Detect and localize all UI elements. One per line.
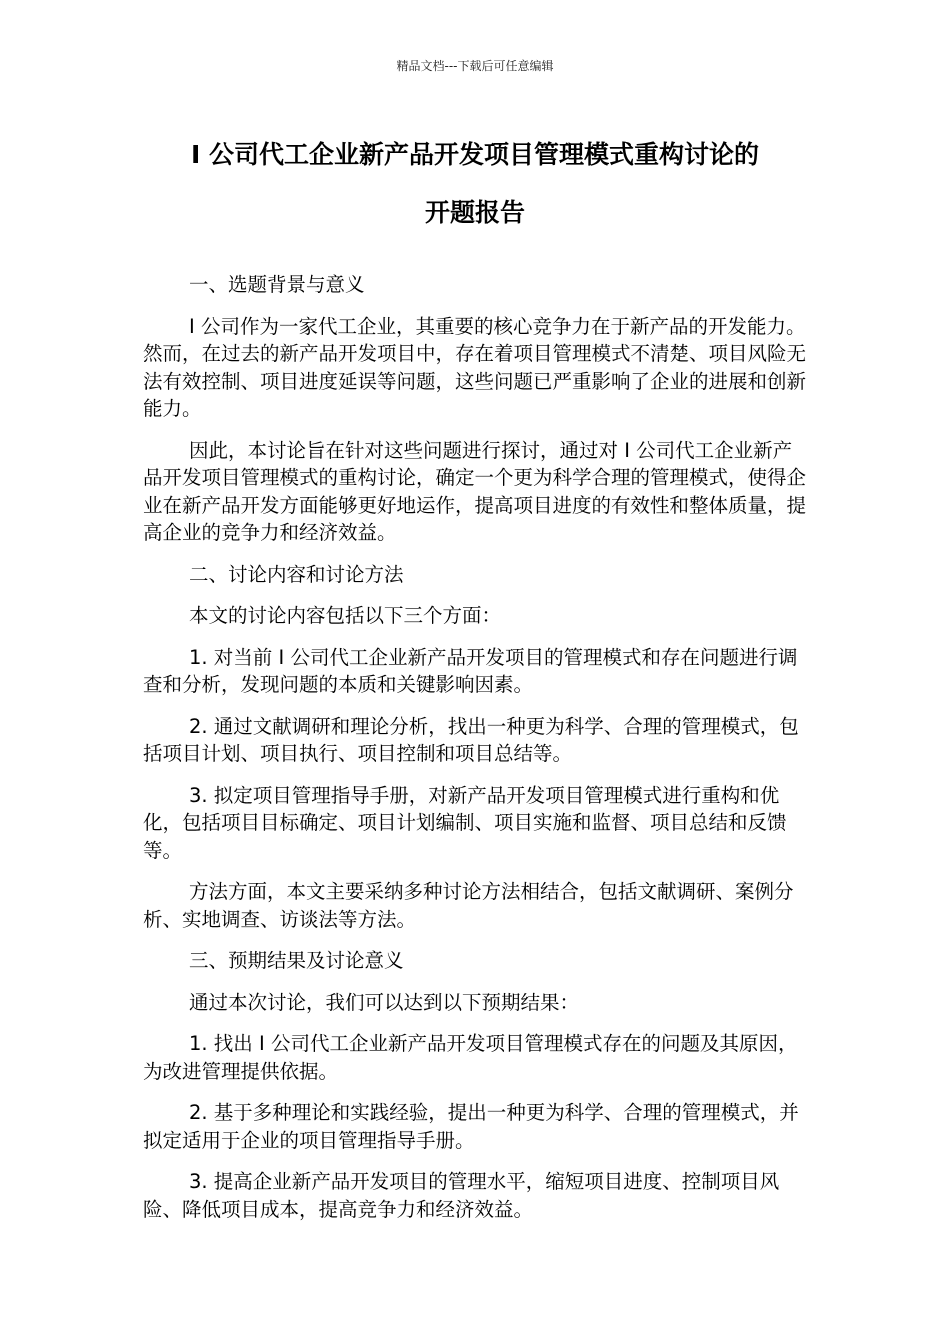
paragraph-purpose: 因此，本讨论旨在针对这些问题进行探讨，通过对 I 公司代工企业新产品开发项目管理模式的重构讨论，确定一个更为科学合理的管理模式，使得企业在新产品开发方面能够更好地运作，提高项目进度的有效性和整体质量，提高企业的竞争力和经济效益。	[143, 438, 807, 544]
list-item-result-2: 2. 基于多种理论和实践经验，提出一种更为科学、合理的管理模式，并拟定适用于企业的项目管理指导手册。	[143, 1101, 799, 1152]
section-heading-expected-results: 三、预期结果及讨论意义	[189, 949, 404, 972]
paragraph-content-intro: 本文的讨论内容包括以下三个方面：	[189, 604, 502, 627]
document-body	[143, 271, 810, 1237]
list-item-content-2: 2. 通过文献调研和理论分析，找出一种更为科学、合理的管理模式，包括项目计划、项目执行、项目控制和项目总结等。	[143, 714, 799, 765]
section-heading-background: 一、选题背景与意义	[189, 273, 365, 296]
list-item-result-3: 3. 提高企业新产品开发项目的管理水平，缩短项目进度、控制项目风险、降低项目成本，提高竞争力和经济效益。	[143, 1170, 780, 1221]
document-title-line-1: I 公司代工企业新产品开发项目管理模式重构讨论的	[190, 140, 759, 169]
list-item-content-1: 1. 对当前 I 公司代工企业新产品开发项目的管理模式和存在问题进行调查和分析，发现问题的本质和关键影响因素。	[143, 645, 798, 696]
paragraph-results-intro: 通过本次讨论，我们可以达到以下预期结果：	[189, 990, 580, 1014]
paragraph-methods: 方法方面，本文主要采纳多种讨论方法相结合，包括文献调研、案例分析、实地调查、访谈法等方法。	[143, 880, 794, 931]
section-heading-content-methods: 二、讨论内容和讨论方法	[189, 562, 404, 586]
list-item-content-3: 3. 拟定项目管理指导手册，对新产品开发项目管理模式进行重构和优化，包括项目目标确定、项目计划编制、项目实施和监督、项目总结和反馈等。	[143, 783, 787, 862]
document-title-line-2: 开题报告	[424, 198, 525, 227]
page-header: 精品文档---下载后可任意编辑	[396, 59, 554, 73]
paragraph-background: I 公司作为一家代工企业，其重要的核心竞争力在于新产品的开发能力。然而，在过去的新产品开发项目中，存在着项目管理模式不清楚、项目风险无法有效控制、项目进度延误等问题，这些问题已严重影响了企业的进展和创新能力。	[143, 314, 807, 420]
list-item-result-1: 1. 找出 I 公司代工企业新产品开发项目管理模式存在的问题及其原因，为改进管理提供依据。	[143, 1032, 798, 1083]
